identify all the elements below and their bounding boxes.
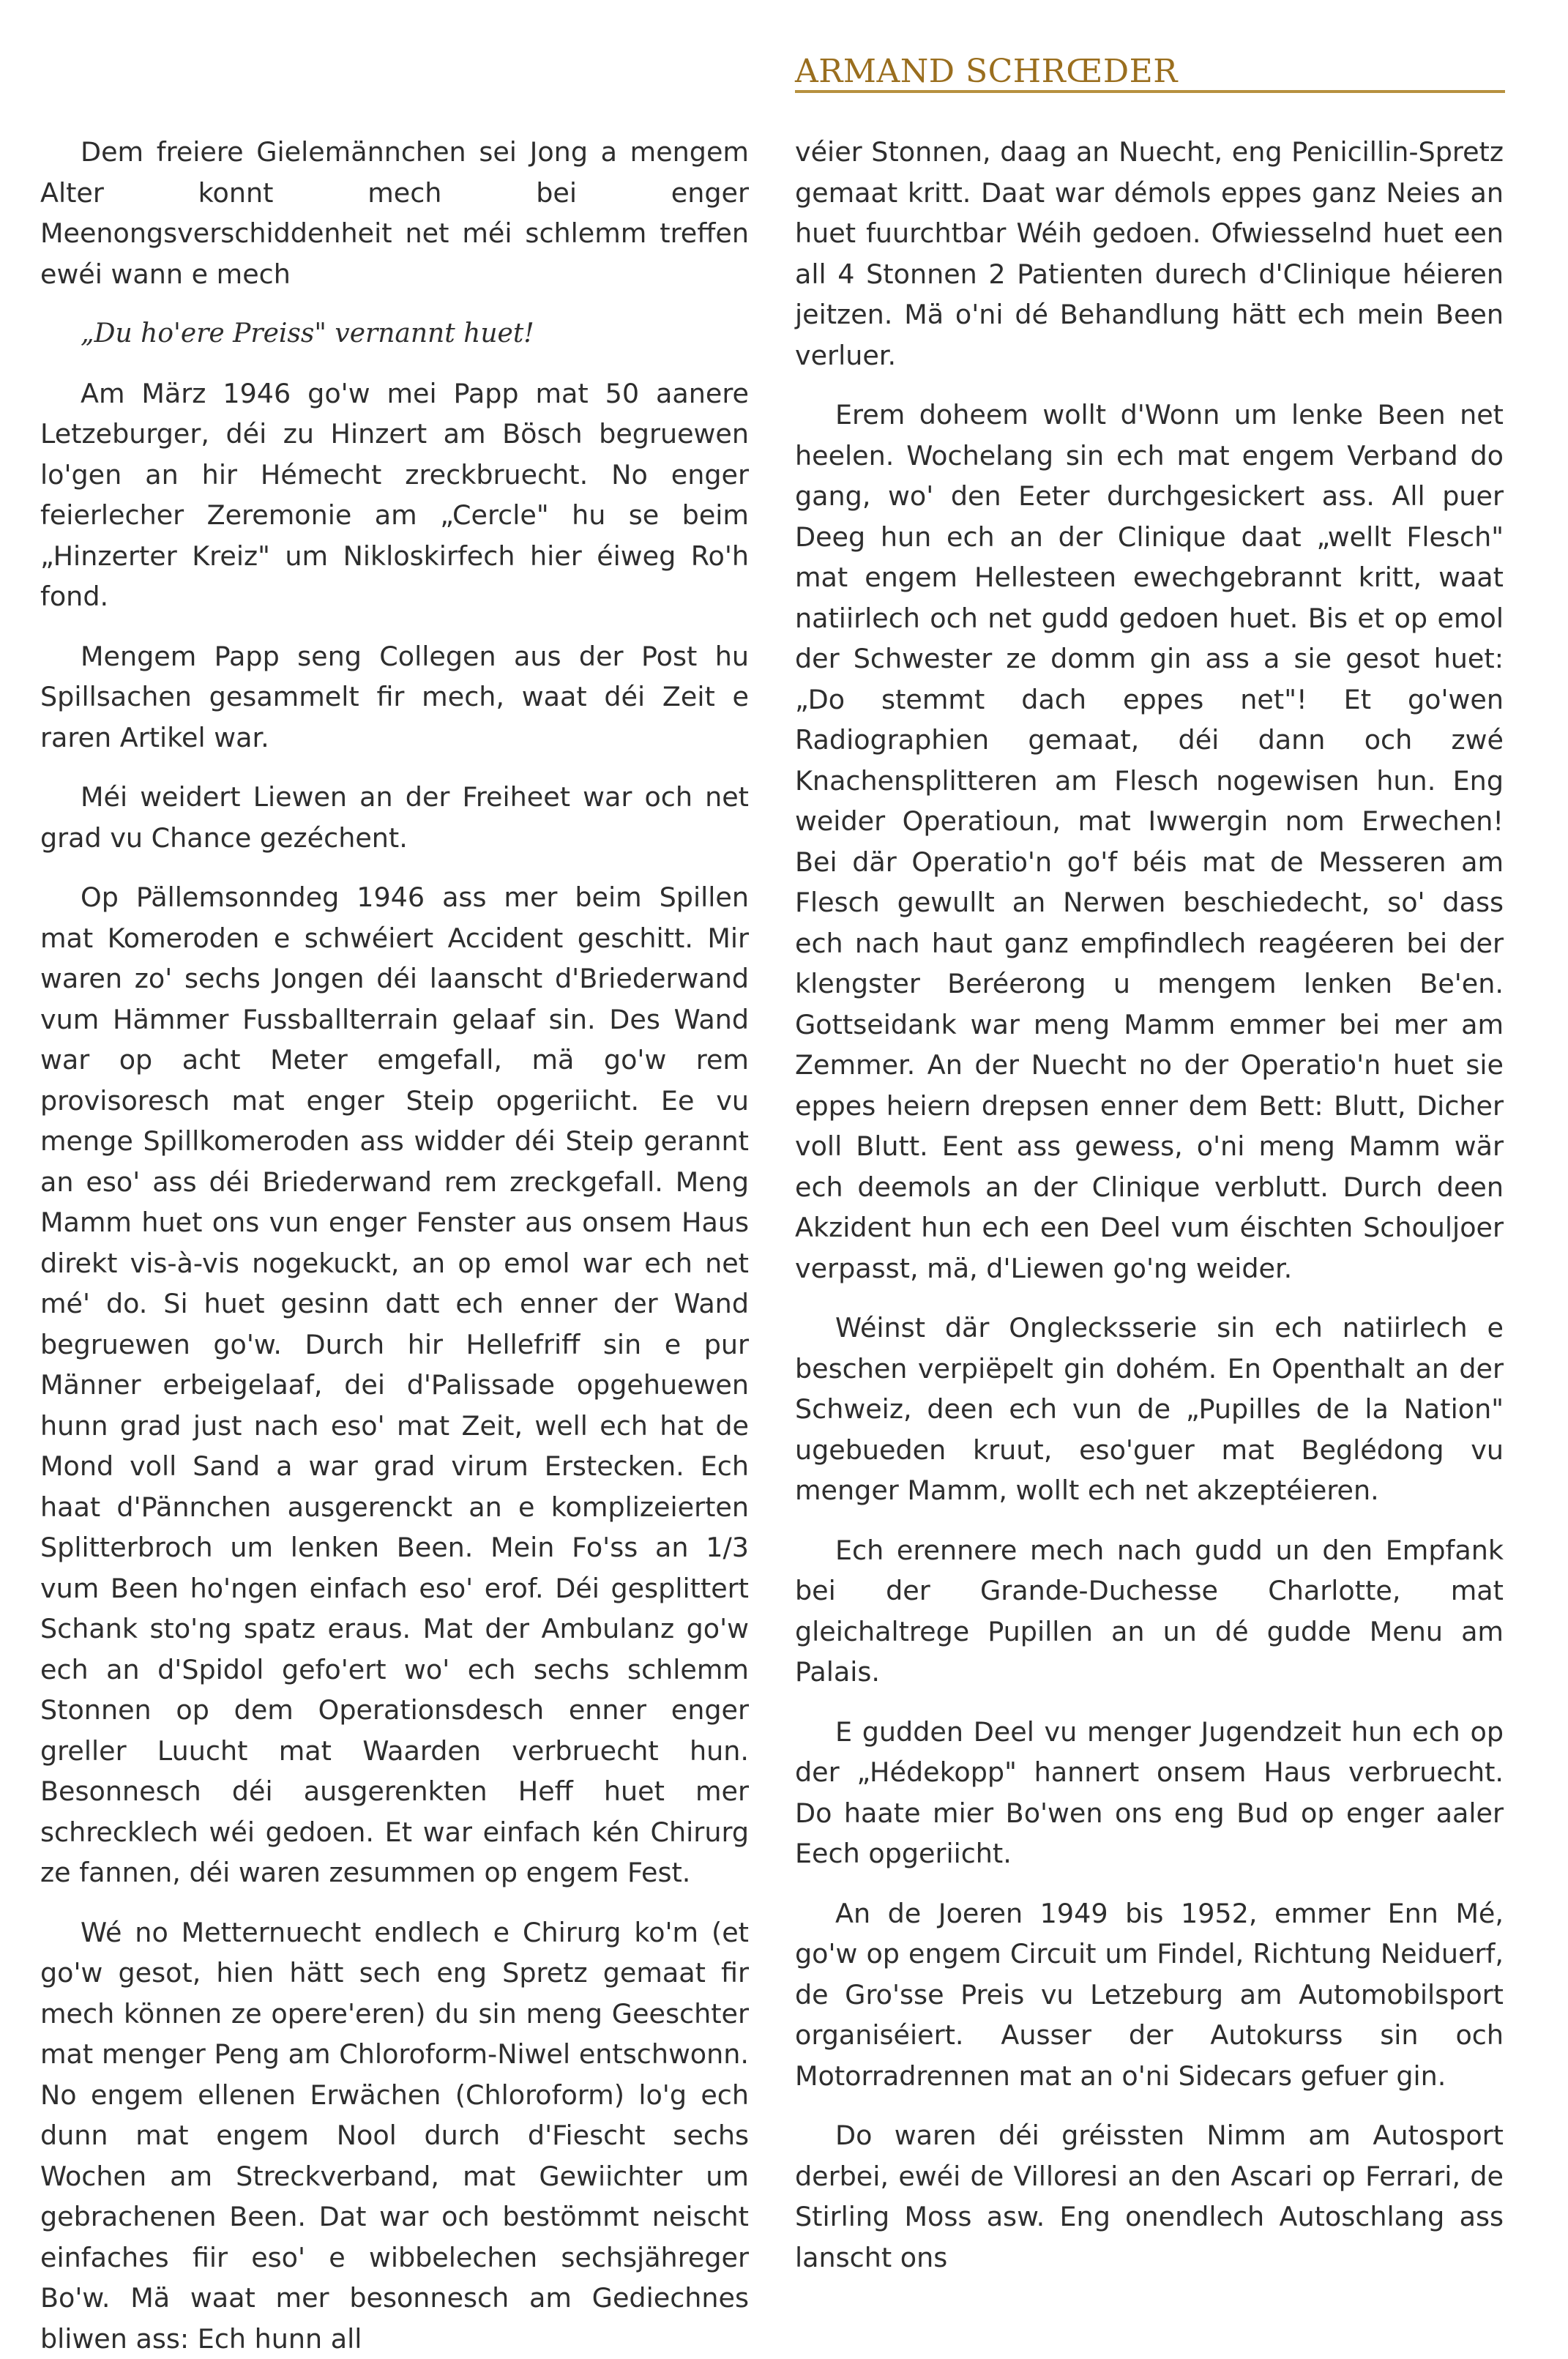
left-column	[40, 132, 749, 2131]
running-head	[795, 53, 1505, 95]
paragraph: Op Pällemsonndeg 1946 ass mer beim Spillen mat Komeroden e schwéiert Accident geschitt. Mir waren zo' sechs Jongen déi laanscht d'Briederwand vum Hämmer Fussballterrain gelaaf sin. Des Wand war op acht Meter emgefall, mä go'w rem provisoresch mat enger Steip opgeriicht. Ee vu menge Spillkomeroden ass widder déi Steip gerannt an eso' ass déi Briederwand rem zreckgefall. Meng Mamm huet ons vun enger Fenster aus onsem Haus direkt vis-à-vis nogekuckt, an op emol war ech net mé' do. Si huet gesinn datt ech enner der Wand begruewen go'w. Durch hir Hellefriff sin e pur Männer erbeigelaaf, dei d'Palissade opgehuewen hunn grad just nach eso' mat Zeit, well ech hat de Mond voll Sand a war grad virum Erstecken. Ech haat d'Pännchen ausgerenckt an e komplizeierten Splitterbroch um lenken Been. Mein Fo'ss an 1/3 vum Been ho'ngen einfach eso' erof. Déi gesplittert Schank sto'ng spatz eraus. Mat der Ambulanz go'w ech an d'Spidol gefo'ert wo' ech sechs schlemm Stonnen op dem Operationsdesch enner enger greller Luucht mat Waarden verbruecht hun. Besonnesch déi ausgerenkten Heff huet mer schrecklech wéi gedoen. Et war einfach kén Chirurg ze fannen, déi waren zesummen op engem Fest.	[40, 877, 749, 1893]
paragraph: Mengem Papp seng Collegen aus der Post hu Spillsachen gesammelt fir mech, waat déi Zeit e raren Artikel war.	[40, 636, 749, 759]
quote: „Du ho'ere Preiss" vernannt huet!	[40, 313, 749, 354]
paragraph: E gudden Deel vu menger Jugendzeit hun ech op der „Hédekopp" hannert onsem Haus verbruecht. Do haate mier Bo'wen ons eng Bud op enger aaler Eech opgeriicht.	[795, 1712, 1504, 1874]
paragraph: An de Joeren 1949 bis 1952, emmer Enn Mé, go'w op engem Circuit um Findel, Richtung Neiduerf, de Gro'sse Preis vu Letzeburg am Automobilsport organiséiert. Ausser der Autokurss sin och Motorradrennen mat an o'ni Sidecars gefuer gin.	[795, 1893, 1504, 2097]
paragraph: Dem freiere Gielemännchen sei Jong a mengem Alter konnt mech bei enger Meenongsverschiddenheit net méi schlemm treffen ewéi wann e mech	[40, 132, 749, 294]
paragraph: Am März 1946 go'w mei Papp mat 50 aanere Letzeburger, déi zu Hinzert am Bösch begruewen lo'gen an hir Hémecht zreckbruecht. No enger feierlecher Zeremonie am „Cercle" hu se beim „Hinzerter Kreiz" um Nikloskirfech hier éiweg Ro'h fond.	[40, 373, 749, 617]
paragraph: Wé no Metternuecht endlech e Chirurg ko'm (et go'w gesot, hien hätt sech eng Spretz gemaat fir mech können ze opere'eren) du sin meng Geeschter mat menger Peng am Chloroform-Niwel entschwonn. No engem ellenen Erwächen (Chloroform) lo'g ech dunn mat engem Nool durch d'Fiescht sechs Wochen am Streckverband, mat Gewiichter um gebrachenen Been. Dat war och bestömmt neischt einfaches fiir eso' e wibbelechen sechsjähreger Bo'w. Mä waat mer besonnesch am Gediechnes bliwen ass: Ech hunn all	[40, 1912, 749, 2359]
header-rule	[795, 90, 1505, 93]
paragraph: véier Stonnen, daag an Nuecht, eng Penicillin-Spretz gemaat kritt. Daat war démols eppes ganz Neies an huet fuurchtbar Wéih gedoen. Ofwiesselnd huet een all 4 Stonnen 2 Patienten durech d'Clinique héieren jeitzen. Mä o'ni dé Behandlung hätt ech mein Been verluer.	[795, 132, 1504, 376]
paragraph: Erem doheem wollt d'Wonn um lenke Been net heelen. Wochelang sin ech mat engem Verband do gang, wo' den Eeter durchgesickert ass. All puer Deeg hun ech an der Clinique daat „wellt Flesch" mat engem Hellesteen ewechgebrannt kritt, waat natiirlech och net gudd gedoen huet. Bis et op emol der Schwester ze domm gin ass a sie gesot huet: „Do stemmt dach eppes net"! Et go'wen Radiographien gemaat, déi dann och zwé Knachensplitteren am Flesch nogewisen hun. Eng weider Operatioun, mat Iwwergin nom Erwechen! Bei där Operatio'n go'f béis mat de Messeren am Flesch gewullt an Nerwen beschiedecht, so' dass ech nach haut ganz empfindlech reagéeren bei der klengster Beréerong u mengem lenken Be'en. Gottseidank war meng Mamm emmer bei mer am Zemmer. An der Nuecht no der Operatio'n huet sie eppes heiern drepsen enner dem Bett: Blutt, Dicher voll Blutt. Eent ass gewess, o'ni meng Mamm wär ech deemols an der Clinique verblutt. Durch deen Akzident hun ech een Deel vum éischten Schouljoer verpasst, mä, d'Liewen go'ng weider.	[795, 395, 1504, 1289]
paragraph: Ech erennere mech nach gudd un den Empfank bei der Grande-Duchesse Charlotte, mat gleichaltrege Pupillen an un dé gudde Menu am Palais.	[795, 1530, 1504, 1693]
right-column	[795, 132, 1504, 2131]
paragraph: Do waren déi gréissten Nimm am Autosport derbei, ewéi de Villoresi an den Ascari op Ferrari, de Stirling Moss asw. Eng onendlech Autoschlang ass lanscht ons	[795, 2115, 1504, 2278]
paragraph: Méi weidert Liewen an der Freiheet war och net grad vu Chance gezéchent.	[40, 777, 749, 858]
paragraph: Wéinst där Onglecksserie sin ech natiirlech e beschen verpiëpelt gin dohém. En Openthalt an der Schweiz, deen ech vun de „Pupilles de la Nation" ugebueden kruut, eso'guer mat Beglédong vu menger Mamm, wollt ech net akzeptéieren.	[795, 1308, 1504, 1511]
author-name: ARMAND SCHRŒDER	[795, 53, 1178, 90]
